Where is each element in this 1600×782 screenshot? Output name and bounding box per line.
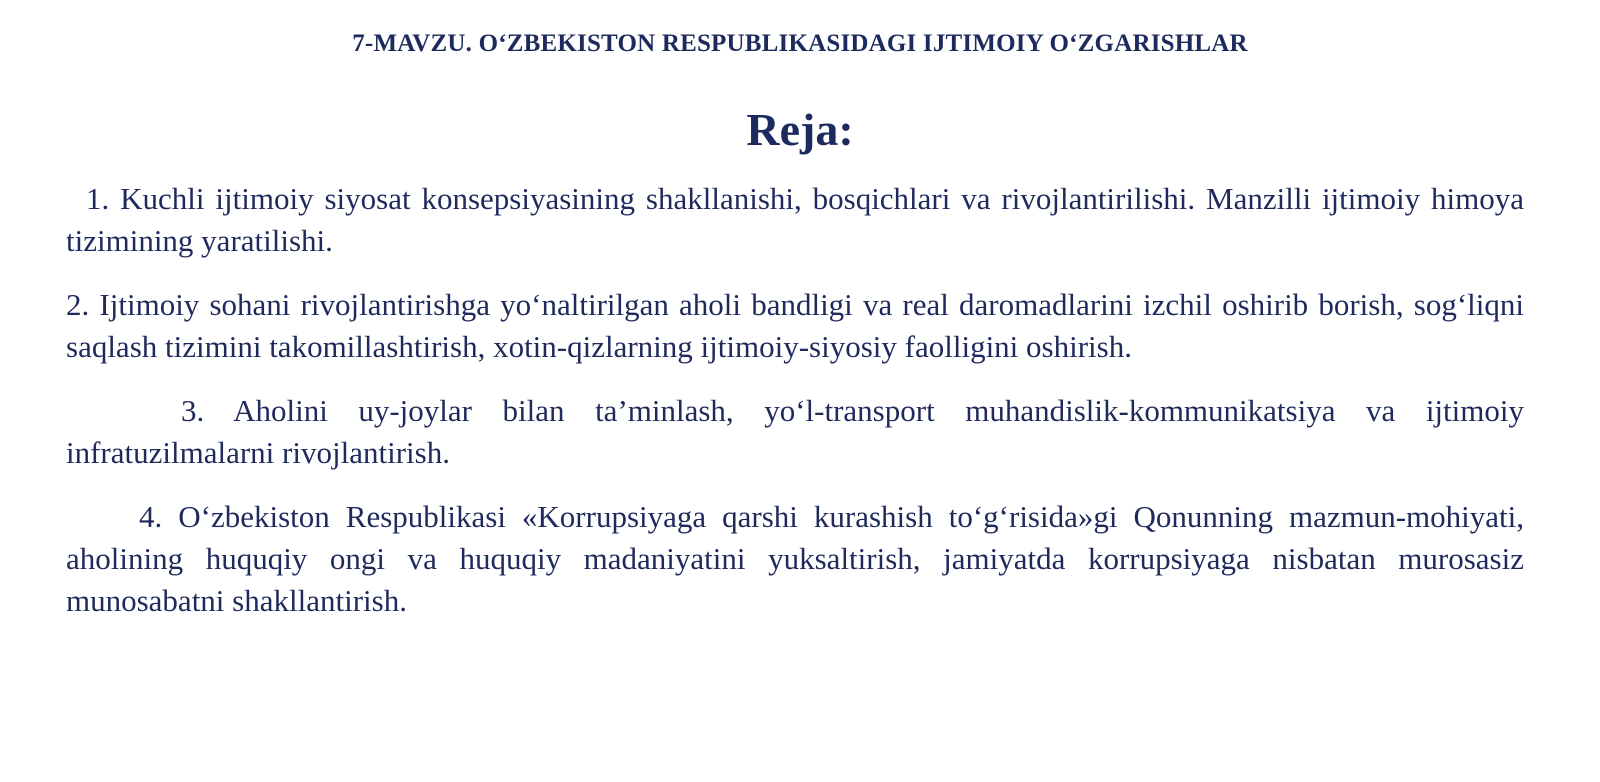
plan-item-3: 3. Aholini uy-joylar bilan ta’minlash, yo‘l-transport muhandislik-kommunikatsiya va ijtimoiy infratuzilmalarni rivojlantirish. [66,393,1524,470]
plan-heading: Reja: [746,104,854,155]
plan-item-1: 1. Kuchli ijtimoiy siyosat konsepsiyasining shakllanishi, bosqichlari va rivojlantirilishi. Manzilli ijtimoiy himoya tizimining yaratilishi. [66,181,1524,258]
plan-item-4: 4. O‘zbekiston Respublikasi «Korrupsiyaga qarshi kurashish to‘g‘risida»gi Qonunning mazmun-mohiyati, aholining huquqiy ongi va huquqiy madaniyatini yuksaltirish, jamiyatda korrupsiyaga nisbatan murosasiz munosabatni shakllantirish. [66,499,1524,618]
plan-item-2: 2. Ijtimoiy sohani rivojlantirishga yo‘naltirilgan aholi bandligi va real daromadlarini izchil oshirib borish, sog‘liqni saqlash tizimini takomillashtirish, xotin-qizlarning ijtimoiy-siyosiy faolligini oshirish. [66,287,1524,364]
plan-list [66,178,1524,644]
topic-title: 7-MAVZU. O‘ZBEKISTON RESPUBLIKASIDAGI IJTIMOIY O‘ZGARISHLAR [352,30,1248,57]
